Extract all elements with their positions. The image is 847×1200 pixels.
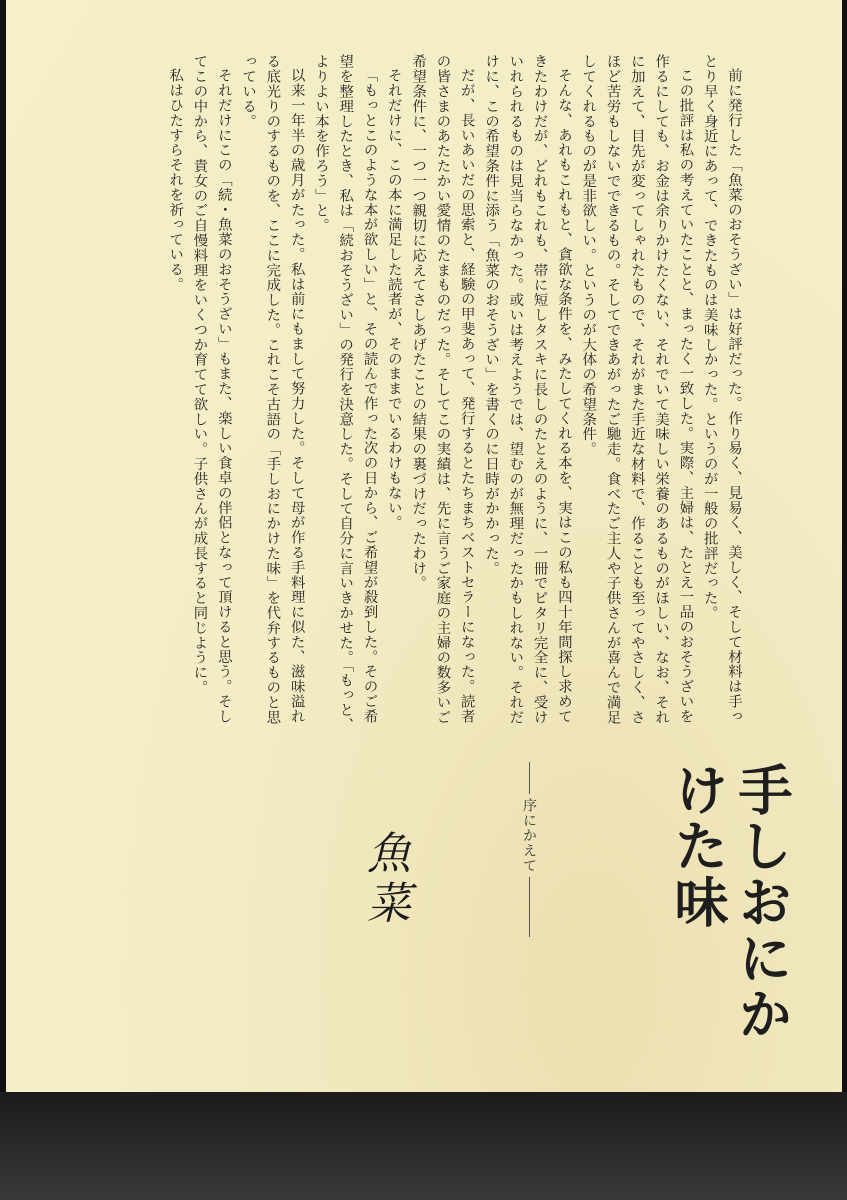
preface-paragraph-6: 「もっとこのような本が欲しい」と、その読んで作った次の日から、ご希望が殺到した。そのご希望を整理したとき、私は「続おそうざい」の発行を決意した。そして自分に言いきかせた。「もっと、よりよい本を作ろう」と。 — [312, 54, 378, 733]
preface-paragraph-9: 私はひたすらそれを祈っている。 — [167, 68, 184, 292]
preface-text — [86, 54, 746, 734]
subtitle-text: 序にかえて — [521, 798, 537, 873]
preface-paragraph-2: この批評は私の考えていたことと、まったく一致した。実際、主婦は、たとえ一品のおそうざいを作るにしても、お金は余りかけたくない、それでいて美味しい栄養のあるものがほしい、なお、それに加えて、目先が変ってしゃれたもので、それがまた手近な材料で、作ることも至ってやさしく、さほど苦労もしないでできるもの。そしてできあがったご馳走。食べたご主人や子供さんが喜んで満足してくれるものが是非欲しい。というのが大体の希望条件。 — [580, 54, 694, 725]
author-signature: 魚菜 — [359, 830, 410, 930]
preface-paragraph-1: 前に発行した「魚菜のおそうざい」は好評だった。作り易く、見易く、美しく、そして材料は手っとり早く身近にあって、できたものは美味しかった。というのが一般の批評だった。 — [701, 54, 742, 724]
preface-paragraph-8: それだけにこの「続・魚菜のおそうざい」もまた、楽しい食卓の伴侶となって頂けると思う。そしてこの中から、貴女のご自慢料理をいくつか育てて欲しい。子供さんが成長すると同じように。 — [191, 54, 232, 724]
scan-background — [0, 1092, 847, 1200]
subtitle-rule-bottom — [529, 877, 530, 937]
preface-paragraph-4: だが、長いあいだの思索と、経験の甲斐あって、発行するとたちまちベストセラーになった。読者の皆さまのあたたかい愛情のたまものだった。そしてこの実績は、先に言うご家庭の主婦の数多いご希望条件に、一つ一つ親切に応えてさしあげたことの結果の裏づけだったわけ。 — [410, 54, 475, 725]
book-page — [6, 0, 842, 1092]
title-block — [666, 762, 794, 1092]
preface-paragraph-5: それだけに、この本に満足した読者が、そのままでいるわけもない。 — [385, 68, 402, 531]
subtitle — [519, 762, 539, 942]
page-title: 手しおにかけた味 — [666, 762, 794, 1042]
subtitle-rule-top — [529, 762, 530, 794]
preface-paragraph-7: 以来一年半の歳月がたった。私は前にもまして努力した。そして母が作る手料理に似た、滋味溢れる底光りのするものを、ここに完成した。これこそ古語の「手しおにかけた味」を代弁するものと思っている。 — [240, 54, 305, 725]
preface-paragraph-3: そんな、あれもこれもと、貪欲な条件を、みたしてくれる本を、実はこの私も四十年間探し求めてきたわけだが、どれもこれも、帯に短しタスキに長しのたとえのように、一冊でピタリ完全に、受けいれられるものは見当らなかった。或いは考えようでは、望むのが無理だったかもしれない。それだけに、この希望条件に添う「魚菜のおそうざい」を書くのに日時がかかった。 — [483, 54, 572, 725]
